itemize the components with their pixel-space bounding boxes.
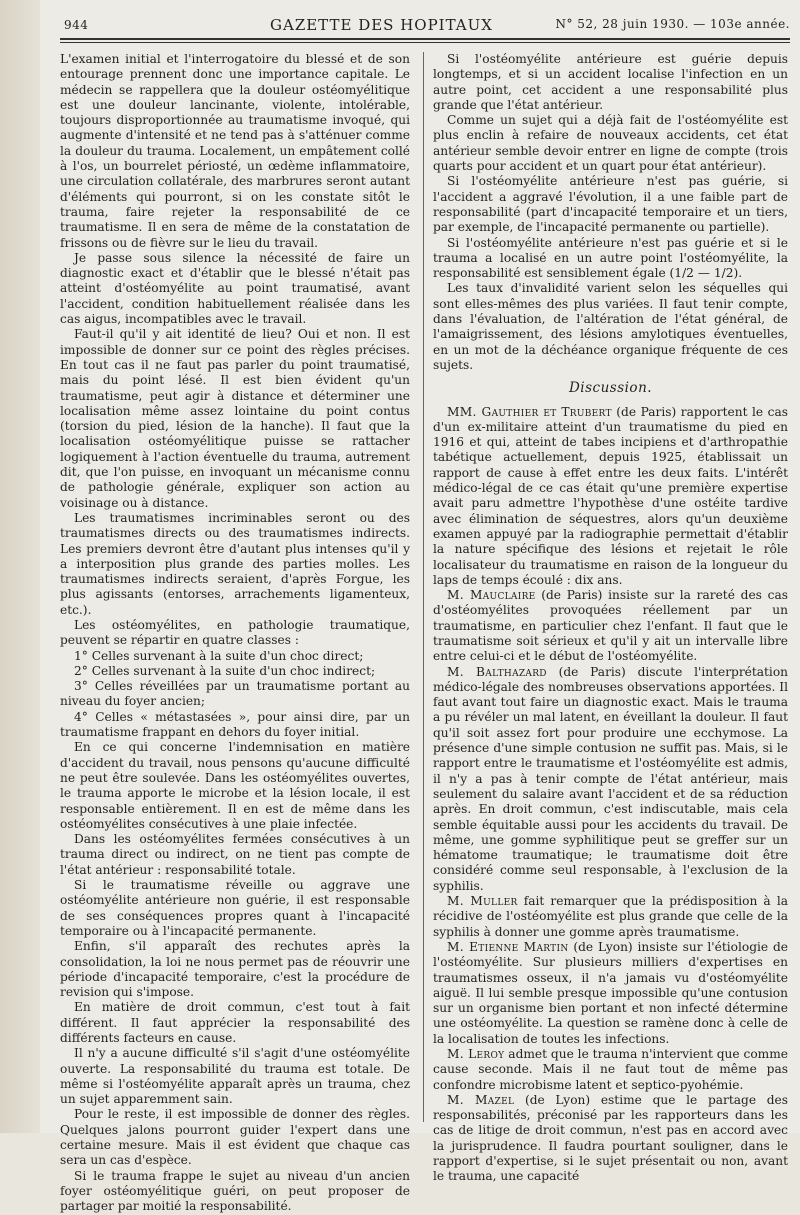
discussion-text: (de Paris) discute l'interprétation médico-légale des nombreuses observations apportées. Il faut avant tout faire un diagnostic exact. Mais le trauma a pu révéler un mal latent, en éveillant la douleur. Il faut qu'il soit assez fort pour produire une ecchymose. La présence d'une simple contusion ne suffit pas. Mais, si le rapport entre le traumatisme et l'ostéomyélite est admis, il n'y a pas à tenir compte de l'état antérieur, mais seulement du salaire avant l'accident et de sa réduction après. En droit commun, c'est indiscutable, mais cela semble équitable aussi pour les accidents du travail. De même, une gomme syphilitique peut se greffer sur un hématome traumatique; le traumatisme doit être considéré comme seul responsable, à l'exclusion de la syphilis. <box>433 664 789 893</box>
page-binding-shadow <box>0 0 40 1133</box>
paragraph: Les traumatismes incriminables seront ou des traumatismes directs ou des traumatismes indirects. Les premiers devront être d'autant plus intenses qu'il y a interposition plus grande des parties molles. Les traumatismes indirects seraient, d'après Forgue, les plus agissants (entorses, arrachements ligamenteux, etc.). <box>60 510 410 617</box>
discussion-text: (de Lyon) insiste sur l'étiologie de l'ostéomyélite. Sur plusieurs milliers d'expertises en traumatismes osseux, il n'a jamais vu d'ostéomyélite aiguë. Il lui semble presque impossible qu'une contusion sur un organisme bien portant et non infecté détermine une ostéomyélite. La question se ramène donc à celle de la localisation de toutes les infections. <box>433 939 788 1046</box>
page <box>40 0 800 1214</box>
right-column <box>433 52 788 1185</box>
header-rule-thin <box>60 42 790 43</box>
paragraph: Si l'ostéomyélite antérieure est guérie depuis longtemps, et si un accident localise l'infection en un autre point, cet accident a une responsabilité plus grande que l'état antérieur. <box>433 52 788 112</box>
speaker-names: M. Muller <box>447 894 518 909</box>
paragraph: Dans les ostéomyélites fermées consécutives à un trauma direct ou indirect, on ne tient pas compte de l'état antérieur : responsabilité totale. <box>60 832 410 877</box>
discussion-paragraph <box>433 665 788 894</box>
paragraph: L'examen initial et l'interrogatoire du blessé et de son entourage prennent donc une importance capitale. Le médecin se rappellera que la douleur ostéomyélitique est une douleur lancinante, violente, intolérable, toujours disproportionnée au traumatisme invoqué, qui augmente d'intensité et ne tend pas à s'atténuer comme la douleur du trauma. Localement, un empâtement collé à l'os, un bourrelet périosté, un œdème inflammatoire, une circulation collatérale, des marbrures seront autant d'éléments qui pourront, si on les constate sitôt le trauma, faire rejeter la responsabilité de ce traumatisme. Il en sera de même de la constatation de frissons ou de fièvre sur le lieu du travail. <box>60 52 410 250</box>
issue-info: N° 52, 28 juin 1930. — 103e année. <box>555 17 790 31</box>
paragraph: En matière de droit commun, c'est tout à fait différent. Il faut apprécier la responsabilité des différents facteurs en cause. <box>60 1000 410 1045</box>
left-column <box>60 52 410 1215</box>
section-heading-discussion: Discussion. <box>568 380 653 397</box>
paragraph: Si le trauma frappe le sujet au niveau d'un ancien foyer ostéomyélitique guéri, on peut proposer de partager par moitié la responsabilité. <box>60 1168 410 1214</box>
discussion-text: (de Lyon) estime que le partage des responsabilités, préconisé par les rapporteurs dans les cas de litige de droit commun, n'est pas en accord avec la jurisprudence. Il faudra pourtant souligner, dans le rapport d'expertise, si le sujet présentait ou non, avant le trauma, une capacité <box>433 1092 788 1184</box>
discussion-text: (de Paris) insiste sur la rareté des cas d'ostéomyélites provoquées réellement par un traumatisme, en particulier chez l'enfant. Il faut que le traumatisme soit sérieux et qu'il y ait un intervalle libre entre celui-ci et le début de l'ostéomyélite. <box>433 588 788 664</box>
list-item: 3° Celles réveillées par un traumatisme portant au niveau du foyer ancien; <box>60 679 410 709</box>
paragraph: Comme un sujet qui a déjà fait de l'ostéomyélite est plus enclin à refaire de nouveaux accidents, cet état antérieur semble devoir entrer en ligne de compte (trois quarts pour accident et un quart pour état antérieur). <box>433 113 788 174</box>
paragraph: Les ostéomyélites, en pathologie traumatique, peuvent se répartir en quatre classes : <box>60 617 410 648</box>
speaker-names: M. Leroy <box>447 1047 505 1061</box>
paragraph: Si le traumatisme réveille ou aggrave une ostéomyélite antérieure non guérie, il est responsable de ses conséquences propres quant à l'incapacité temporaire ou à l'incapacité permanente. <box>60 878 410 938</box>
list-item: 4° Celles « métastasées », pour ainsi dire, par un traumatisme frappant en dehors du foyer initial. <box>60 709 410 740</box>
discussion-paragraph <box>433 1047 788 1093</box>
discussion-paragraph <box>433 405 788 589</box>
discussion-paragraph <box>433 894 788 940</box>
header-rule-thick <box>60 38 790 40</box>
paragraph: En ce qui concerne l'indemnisation en matière d'accident du travail, nous pensons qu'aucune difficulté ne peut être soulevée. Dans les ostéomyélites ouvertes, le trauma apporte le microbe et la lésion locale, il est responsable entièrement. Il en est de même dans les ostéomyélites consécutives à une plaie infectée. <box>60 740 410 831</box>
paragraph: Si l'ostéomyélite antérieure n'est pas guérie et si le trauma a localisé en un autre point l'ostéomyélite, la responsabilité est sensiblement égale (1/2 — 1/2). <box>433 235 788 281</box>
column-separator <box>423 52 424 1122</box>
speaker-names: M. Mauclaire <box>447 588 536 603</box>
speaker-names: M. Balthazard <box>447 664 547 679</box>
paragraph: Je passe sous silence la nécessité de faire un diagnostic exact et d'établir que le blessé n'était pas atteint d'ostéomyélite au point traumatisé, avant l'accident, condition habituellement réalisée dans les cas aigus, incompatibles avec le travail. <box>60 250 410 327</box>
discussion-paragraph <box>433 1093 788 1185</box>
list-item: 2° Celles survenant à la suite d'un choc indirect; <box>74 663 376 678</box>
speaker-names: M. Etienne Martin <box>447 939 569 954</box>
page-number: 944 <box>64 18 89 32</box>
paragraph: Les taux d'invalidité varient selon les séquelles qui sont elles-mêmes des plus variées. Il faut tenir compte, dans l'évaluation, de l'altération de l'état général, de l'amaigrissement, des lésions amylotiques éventuelles, en un mot de la déchéance organique fréquente de ces sujets. <box>433 281 788 372</box>
discussion-text: admet que le trauma n'intervient que comme cause seconde. Mais il ne faut tout de même pas confondre microbisme latent et septico-pyohémie. <box>433 1047 788 1092</box>
paragraph: Enfin, s'il apparaît des rechutes après la consolidation, la loi ne nous permet pas de réouvrir une période d'incapacité temporaire, c'est la procédure de revision qui s'impose. <box>60 939 410 1000</box>
list-item: 1° Celles survenant à la suite d'un choc direct; <box>74 648 364 663</box>
journal-title: GAZETTE DES HOPITAUX <box>270 16 493 34</box>
paragraph: Si l'ostéomyélite antérieure n'est pas guérie, si l'accident a aggravé l'évolution, il a une faible part de responsabilité (part d'incapacité temporaire et un tiers, par exemple, de l'incapacité permanente ou partielle). <box>433 174 788 235</box>
speaker-names: M. Mazel <box>447 1092 515 1107</box>
paragraph: Pour le reste, il est impossible de donner des règles. Quelques jalons pourront guider l'expert dans une certaine mesure. Mais il est évident que chaque cas sera un cas d'espèce. <box>60 1107 410 1168</box>
discussion-text: fait remarquer que la prédisposition à la récidive de l'ostéomyélite est plus grande que celle de la syphilis à donner une gomme après traumatisme. <box>433 894 789 939</box>
paragraph: Il n'y a aucune difficulté s'il s'agit d'une ostéomyélite ouverte. La responsabilité du trauma est totale. De même si l'ostéomyélite apparaît après un trauma, chez un sujet apparemment sain. <box>60 1046 410 1107</box>
discussion-paragraph <box>433 940 788 1047</box>
running-header <box>60 14 790 36</box>
speaker-names: MM. Gauthier et Trubert <box>447 404 612 419</box>
discussion-text: (de Paris) rapportent le cas d'un ex-militaire atteint d'un traumatisme du pied en 1916 et qui, atteint de tabes incipiens et d'arthropathie tabétique actuellement, depuis 1925, établissait un rapport de cause à effet entre les deux faits. L'intérêt médico-légal de ce cas était qu'une première expertise avait paru admettre l'hypothèse d'une ostéite tardive avec élimination de séquestres, alors qu'un deuxième examen appuyé par la radiographie permettait d'établir la nature spécifique des lésions et rejetait le rôle localisateur du traumatisme en raison de la longueur du laps de temps écoulé : dix ans. <box>433 404 789 587</box>
paragraph: Faut-il qu'il y ait identité de lieu? Oui et non. Il est impossible de donner sur ce point des règles précises. En tout cas il ne faut pas parler du point traumatisé, mais du point lésé. Il est bien évident qu'un traumatisme, peut agir à distance et déterminer une localisation même assez lointaine du point contus (torsion du pied, lésion de la hanche). Il faut que la localisation ostéomyélitique puisse se rattacher logiquement à l'action éventuelle du trauma, autrement dit, que l'on puisse, en invoquant un mécanisme connu de pathologie générale, expliquer son action au voisinage ou à distance. <box>60 327 410 510</box>
discussion-paragraph <box>433 588 788 664</box>
